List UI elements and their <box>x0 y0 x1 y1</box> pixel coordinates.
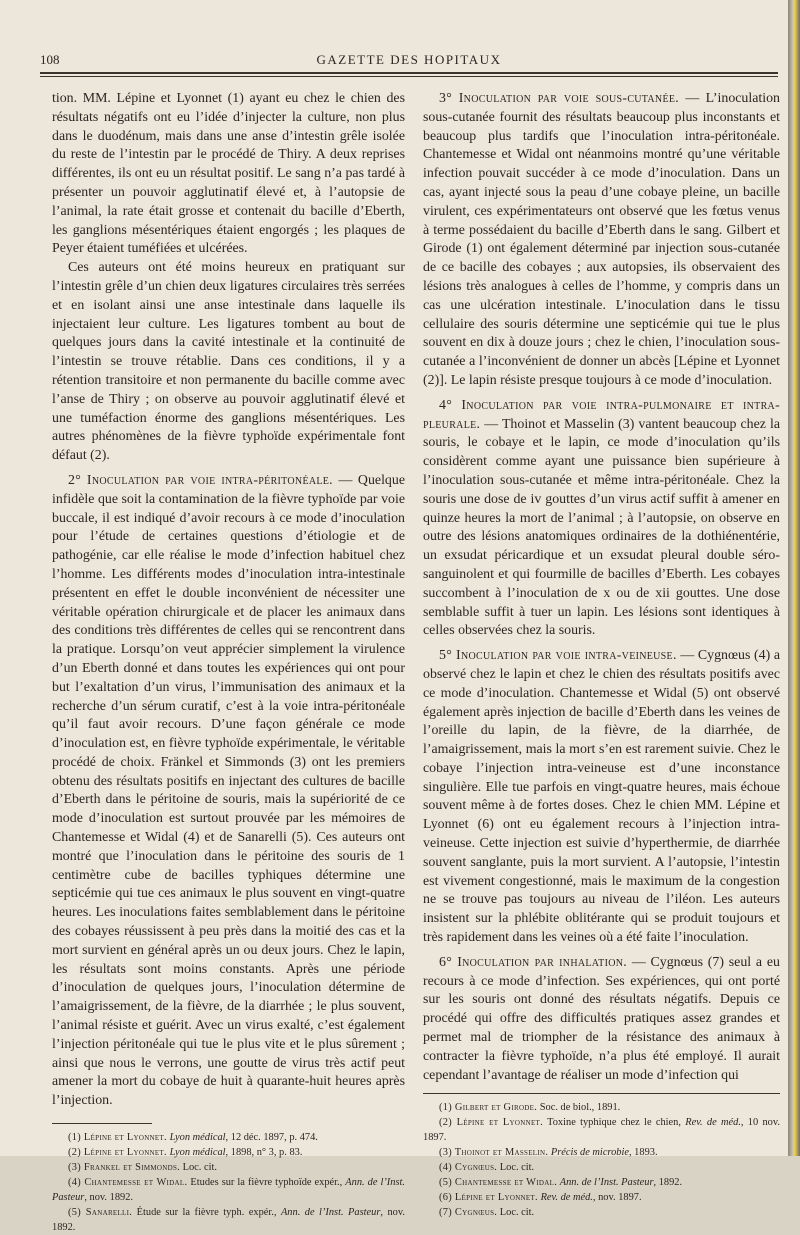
footnote <box>423 1145 780 1160</box>
left-column <box>52 90 405 1235</box>
paragraph-text: — Cygnœus (7) seul a eu recours à ce mode d’infection. Ses expériences, qui ont porté sur les souris ont donné des résultats négatifs. Depuis ce procédé qui offre des difficultés pratiques assez grandes et permet mal de triompher de la résistance des animaux à contracter la fièvre typhoïde, n’a plus été employé. Il aurait cependant l’avantage de réaliser un mode d’infection qui <box>423 954 781 1083</box>
paragraph: tion. MM. Lépine et Lyonnet (1) ayant eu chez le chien des résultats négatifs ont eu l’idée d’injecter la culture, non plus dans le duodénum, mais dans une anse d’intestin grêle isolée du reste de l’intestin par le procédé de Thiry. A deux reprises différentes, ils ont eu un résultat positif. Le sang n’a pas tardé à présenter un pouvoir agglutinatif élevé et, à l’autopsie de l’animal, la rate était grosse et contenait du bacille d’Eberth, les ganglions mésentériques étaient engorgés ; les plaques de Peyer étaient tuméfiées et ulcérées. <box>52 91 405 257</box>
right-column <box>423 90 780 1220</box>
footnote-author: (2) Lépine et Lyonnet. <box>439 1117 544 1129</box>
footnote-source: Rev. de méd. <box>540 1192 593 1204</box>
footnote-text: , 10 nov. 1897. <box>423 1117 780 1144</box>
footnote-author: (1) Gilbert et Girode. <box>439 1102 538 1114</box>
footnote-source: Ann. de l’Inst. Pasteur <box>280 1207 381 1219</box>
footnote-author: (7) Cygnœus. <box>439 1207 498 1219</box>
footnote-source: Lyon médical <box>169 1147 226 1159</box>
footnote <box>52 1175 405 1205</box>
paragraph-text: — Thoinot et Masselin (3) vantent beaucoup chez la souris, le cobaye et le lapin, ce mode d’inoculation qu’ils considèrent comme ayant une puissance bien supérieure à l’inoculation sous-cutanée et même intra-péritonéale. Chez la souris une dose de iv gouttes d’un virus actif suffit à amener en quinze heures la mort de l’animal ; à l’autopsie, on observe en outre des lésions anatomiques ordinaires de la dothiénentérie, un exsudat péricardique et un exsudat pleural double séro-sanguinolent et qui fourmille de bacilles d’Eberth. Les cobayes succombent à l’inoculation de x ou de xii gouttes. Une dose semblable suffit à tuer un lapin. Les lésions sont identiques à celles observées chez la souris. <box>423 416 780 639</box>
footnote-text: Loc. cit. <box>497 1207 535 1219</box>
footnote-rule <box>52 1123 152 1124</box>
running-header <box>40 52 778 72</box>
footnote-text: , nov. 1897. <box>592 1192 642 1204</box>
footnote-author: (1) Lépine et Lyonnet. <box>68 1132 167 1144</box>
footnote-source: Rev. de méd. <box>685 1117 741 1129</box>
footnote-author: (6) Lépine et Lyonnet. <box>439 1192 538 1204</box>
header-rule <box>40 72 778 74</box>
footnote <box>52 1205 405 1235</box>
footnote-text: Etudes sur la fièvre typhoïde expér., <box>187 1177 346 1189</box>
paragraph <box>52 472 405 1111</box>
paragraph <box>423 90 780 391</box>
footnote-author: (4) Cygnœus. <box>439 1162 498 1174</box>
footnote <box>52 1160 405 1175</box>
section-heading: 3° Inoculation par voie sous-cutanée. <box>439 91 680 106</box>
paragraph <box>423 397 780 641</box>
section-heading: 2° Inoculation par voie intra-péritonéale. <box>68 472 333 488</box>
footnote-text: , 1892. <box>653 1177 683 1189</box>
footnote-source: Lyon médical <box>169 1132 226 1144</box>
paragraph-text: — Quelque infidèle que soit la contamination de la fièvre typhoïde par voie buccale, il est indiqué d’avoir recours à ce mode d’inoculation pour l’étude de certaines questions d’étiologie et de pathogénie, car elle réalise le mode d’infection habituel chez l’homme. Les différents modes d’inoculation intra-intestinale présentent en effet le double inconvénient de nécessiter une véritable opération chirurgicale et de placer les animaux dans des conditions très différentes de celles qui se rencontrent dans la pratique. Lorsqu’on veut apprécier simplement la virulence d’un Eberth donné et dans toutes les expériences qui ont pour but l’exaltation d’un virus, l’immunisation des animaux et la recherche d’un sérum curatif, c’est à la voie intra-péritonéale qu’il faut avoir recours. D’une façon générale ce mode d’inoculation est, en fièvre typhoïde expérimentale, le véritable procédé de choix. Fränkel et Simmonds (3) ont les premiers obtenu des résultats positifs en injectant des cultures de bacille d’Eberth dans le péritoine de souris, mais la supériorité de ce mode d’inoculation est surtout prouvée par les mémoires de Chantemesse et Widal (4) et de Sanarelli (5). Ces auteurs ont montré que l’inoculation dans le péritoine des souris de 1 centimètre cube de bacilles typhiques détermine une septicémie qui tue ces animaux le plus souvent en vingt-quatre heures. Les inoculations faites semblablement dans le péritoine des cobayes réussissent à peu près dans la moitié des cas et la mort survient en général après un ou deux jours. Chez le lapin, les résultats sont moins constants. Après une période d’inoculation de quelques jours, l’inoculation détermine de l’amaigrissement, de la fièvre, de la diarrhée ; le plus souvent, l’animal résiste et guérit. Avec un virus exalté, c’est également l’injection péritonéale qui tue le plus vite et le plus sûrement ; ainsi que nous le verrons, une goutte de virus très actif peut amener la mort du cobaye de huit à quarante-huit heures après l’injection. <box>52 472 405 1109</box>
footnote-source: Ann. de l’Inst. Pasteur <box>559 1177 654 1189</box>
paragraph <box>423 647 780 948</box>
footnote-text: , 12 déc. 1897, p. 474. <box>225 1132 318 1144</box>
journal-title: GAZETTE DES HOPITAUX <box>316 52 502 67</box>
footnote <box>423 1100 780 1115</box>
footnote-text: Étude sur la fièvre typh. expér., <box>132 1207 281 1219</box>
footnote <box>423 1160 780 1175</box>
footnote-text: , 1898, n° 3, p. 83. <box>225 1147 303 1159</box>
footnote <box>52 1145 405 1160</box>
footnote-author: (2) Lépine et Lyonnet. <box>68 1147 167 1159</box>
section-heading: 6° Inoculation par inhalation. <box>439 954 628 970</box>
page-edge <box>788 0 800 1156</box>
footnote-rule <box>423 1093 780 1094</box>
paragraph-text: — Cygnœus (4) a observé chez le lapin et chez le chien des résultats positifs avec ce mode d’inoculation. Chantemesse et Widal (5) ont observé également après injection de bacille d’Eberth dans les veines de l’oreille du lapin, de la fièvre, de la diarrhée, de l’amaigrissement, mais la mort s’en est rarement suivie. Chez le cobaye l’injection intra-veineuse est d’une inconstance singulière. Elle tue parfois en vingt-quatre heures, mais échoue souvent même à de fortes doses. Chez le chien MM. Lépine et Lyonnet (6) ont eu également recours à l’injection intra-veineuse. Cette injection est suivie d’hyperthermie, de diarrhée souvent sanglante, puis la mort survient. A l’autopsie, l’intestin est vivement congestionné, mais le maximum de la congestion ne se trouve pas toujours au niveau de l’iléon. Les auteurs insistent sur la phlébite oblitérante qui se produit toujours et très rapidement dans les veines où a été faite l’inoculation. <box>423 648 780 946</box>
footnote-source: Ann. de l’Inst. Pasteur <box>52 1177 405 1204</box>
footnote-text: , nov. 1892. <box>52 1207 405 1234</box>
footnote <box>423 1190 780 1205</box>
footnote-text: Soc. de biol., 1891. <box>537 1102 621 1114</box>
footnote-text: Toxine typhique chez le chien, <box>543 1117 686 1129</box>
page-number: 108 <box>40 52 60 67</box>
paragraph <box>423 954 780 1086</box>
footnote-author: (3) Frankel et Simmonds. <box>68 1162 181 1174</box>
paragraph-text: — L’inoculation sous-cutanée fournit des résultats beaucoup plus inconstants et beaucoup plus tardifs que l’inoculation intra-péritonéale. Chantemesse et Widal ont néanmoins montré qu’une véritable infection pouvait succéder à ce mode d’inoculation. Dans un cas, ayant injecté sous la peau d’une cobaye pleine, un bacille virulent, ces expérimentateurs ont observé que les fœtus venus à terme possédaient du bacille d’Eberth dans le sang. Gilbert et Girode (1) ont également déterminé par injection sous-cutanée de ce bacille des cobayes ; aux autopsies, ils observaient des lésions très analogues à celles de l’homme, y compris dans un cas une ulcération intestinale. L’inoculation dans le tissu cellulaire des souris détermine une septicémie qui tue le plus souvent en dix à douze jours ; chez le chien, l’inoculation sous-cutanée a l’inconvénient de donner un abcès [Lépine et Lyonnet (2)]. Le lapin résiste presque toujours à ce mode d’inoculation. <box>423 91 781 388</box>
footnote-text: , 1893. <box>628 1147 658 1159</box>
footnotes <box>52 1130 405 1235</box>
footnote <box>423 1175 780 1190</box>
footnote <box>423 1205 780 1220</box>
footnote-author: (3) Thoinot et Masselin. <box>439 1147 549 1159</box>
footnote-text: Loc. cit. <box>180 1162 217 1174</box>
section-heading: 4° Inoculation par voie intra-pulmonaire et intra-pleurale. <box>423 397 780 432</box>
section-heading: 5° Inoculation par voie intra-veineuse. <box>439 648 677 664</box>
footnote <box>52 1130 405 1145</box>
footnote-source: Précis de microbie <box>550 1147 629 1159</box>
footnotes <box>423 1100 780 1220</box>
footnote-author: (5) Chantemesse et Widal. <box>439 1177 558 1189</box>
footnote-author: (4) Chantemesse et Widal. <box>68 1177 188 1189</box>
footnote-text: Loc. cit. <box>497 1162 535 1174</box>
paragraph: Ces auteurs ont été moins heureux en pratiquant sur l’intestin grêle d’un chien deux ligatures circulaires très serrées et en isolant ainsi une anse intestinale dans laquelle ils injectaient leur culture. Les ligatures tombent au bout de quelques jours dans la cavité intestinale et la continuité de l’intestin se trouve rétablie. Dans ces conditions, il y a rétention transitoire et non permanente du bacille comme avec l’anse de Thiry ; on observe au pouvoir agglutinatif élevé et une tuméfaction énorme des ganglions mésentériques. Les autres phénomènes de la fièvre typhoïde expérimentale font défaut (2). <box>52 260 405 464</box>
footnote-text: , nov. 1892. <box>84 1192 134 1204</box>
footnote <box>423 1115 780 1145</box>
footnote-author: (5) Sanarelli. <box>68 1207 133 1219</box>
header-rule-thin <box>40 76 778 77</box>
